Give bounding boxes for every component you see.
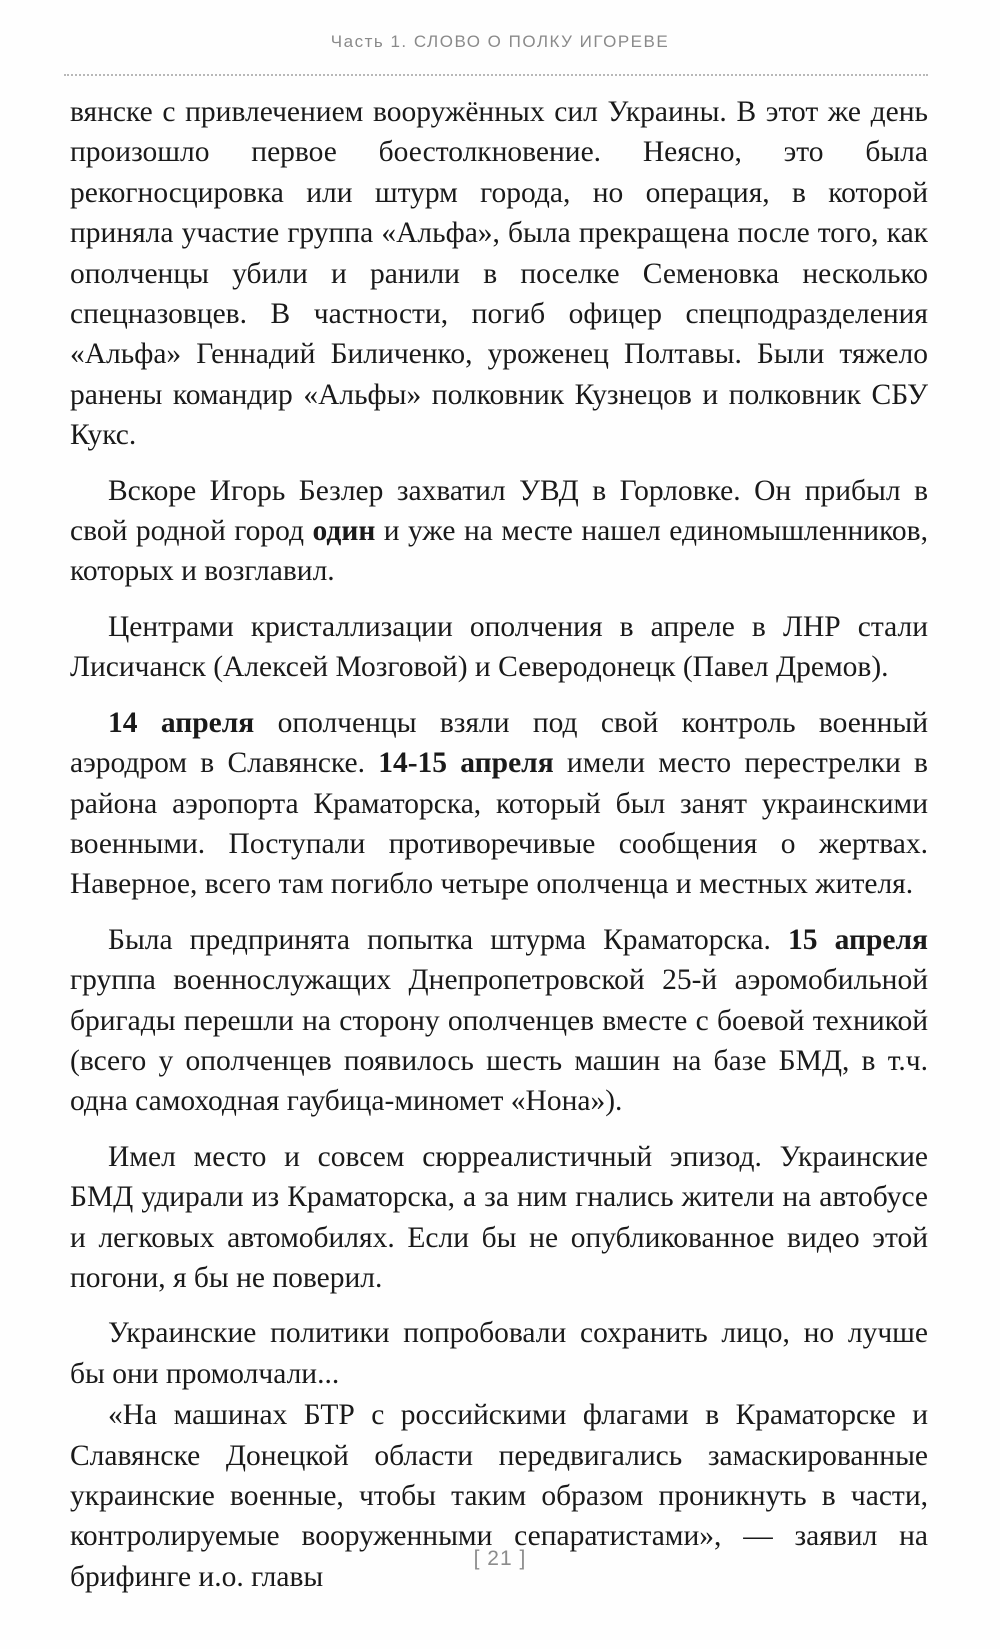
paragraph [70, 607, 928, 688]
paragraph-text: группа военнослужащих Днепропетровской 25-й аэромобильной бригады перешли на сторону ополченцев вместе с боевой техникой (всего у ополченцев появилось шесть машин на базе БМД, в т.ч. одна самоходная гаубица-миномет «Нона»). [70, 964, 928, 1118]
page-number: [ 21 ] [473, 1547, 527, 1570]
paragraph [70, 1137, 928, 1299]
paragraph-text: имели место перестрелки в района аэропорта Краматорска, который был занят украинскими военными. Поступали противоречивые сообщения о жертвах. Наверное, всего там погибло четыре ополченца и местных жителя. [70, 747, 928, 901]
paragraph-text: вянске с привлечением вооружённых сил Украины. В этот же день произошло первое боестолкновение. Неясно, это была рекогносцировка или штурм города, но операция, в которой приняла участие группа «Альфа», была прекращена после того, как ополченцы убили и ранили в поселке Семеновка несколько спецназовцев. В частности, погиб офицер спецподразделения «Альфа» Геннадий Биличенко, уроженец Полтавы. Были тяжело ранены командир «Альфы» полковник Кузнецов и полковник СБУ Кукс. [70, 96, 928, 452]
paragraph [70, 920, 928, 1122]
paragraph [70, 92, 928, 456]
paragraph-text: Была предпринята попытка штурма Краматорска. [108, 923, 789, 956]
date-emphasis: 14-15 апреля [378, 747, 554, 780]
running-head: Часть 1. СЛОВО О ПОЛКУ ИГОРЕВЕ [330, 32, 670, 51]
paragraph-text: «На машинах БТР с российскими флагами в Краматорске и Славянске Донецкой области передвигались замаскированные украинские военные, чтобы таким образом проникнуть в части, контролируемые вооруженными сепаратистами», — заявил на брифинге и.о. главы [70, 1399, 928, 1593]
paragraph-text: Имел место и совсем сюрреалистичный эпизод. Украинские БМД удирали из Краматорска, а за ним гнались жители на автобусе и легковых автомобилях. Если бы не опубликованное видео этой погони, я бы не поверил. [70, 1140, 928, 1294]
date-emphasis: 15 апреля [788, 923, 928, 956]
paragraph-text: Украинские политики попробовали сохранить лицо, но лучше бы они промолчали... [70, 1317, 928, 1390]
body-text [70, 92, 928, 1612]
date-emphasis: 14 апреля [108, 706, 255, 739]
paragraph-text: Вскоре Игорь Безлер захватил УВД в Горловке. Он прибыл в свой родной город [70, 474, 928, 548]
paragraph [70, 471, 928, 592]
emphasis: один [312, 515, 376, 548]
paragraph [70, 1313, 928, 1394]
paragraph-text: Центрами кристаллизации ополчения в апреле в ЛНР стали Лисичанск (Алексей Мозговой) и Северодонецк (Павел Дремов). [70, 610, 928, 684]
header-divider [64, 74, 928, 76]
paragraph [70, 703, 928, 905]
paragraph-text: ополченцы взяли под свой контроль военный аэродром в Славянске. [70, 706, 928, 780]
paragraph-text: и уже на месте нашел единомышленников, которых и возглавил. [70, 515, 928, 588]
